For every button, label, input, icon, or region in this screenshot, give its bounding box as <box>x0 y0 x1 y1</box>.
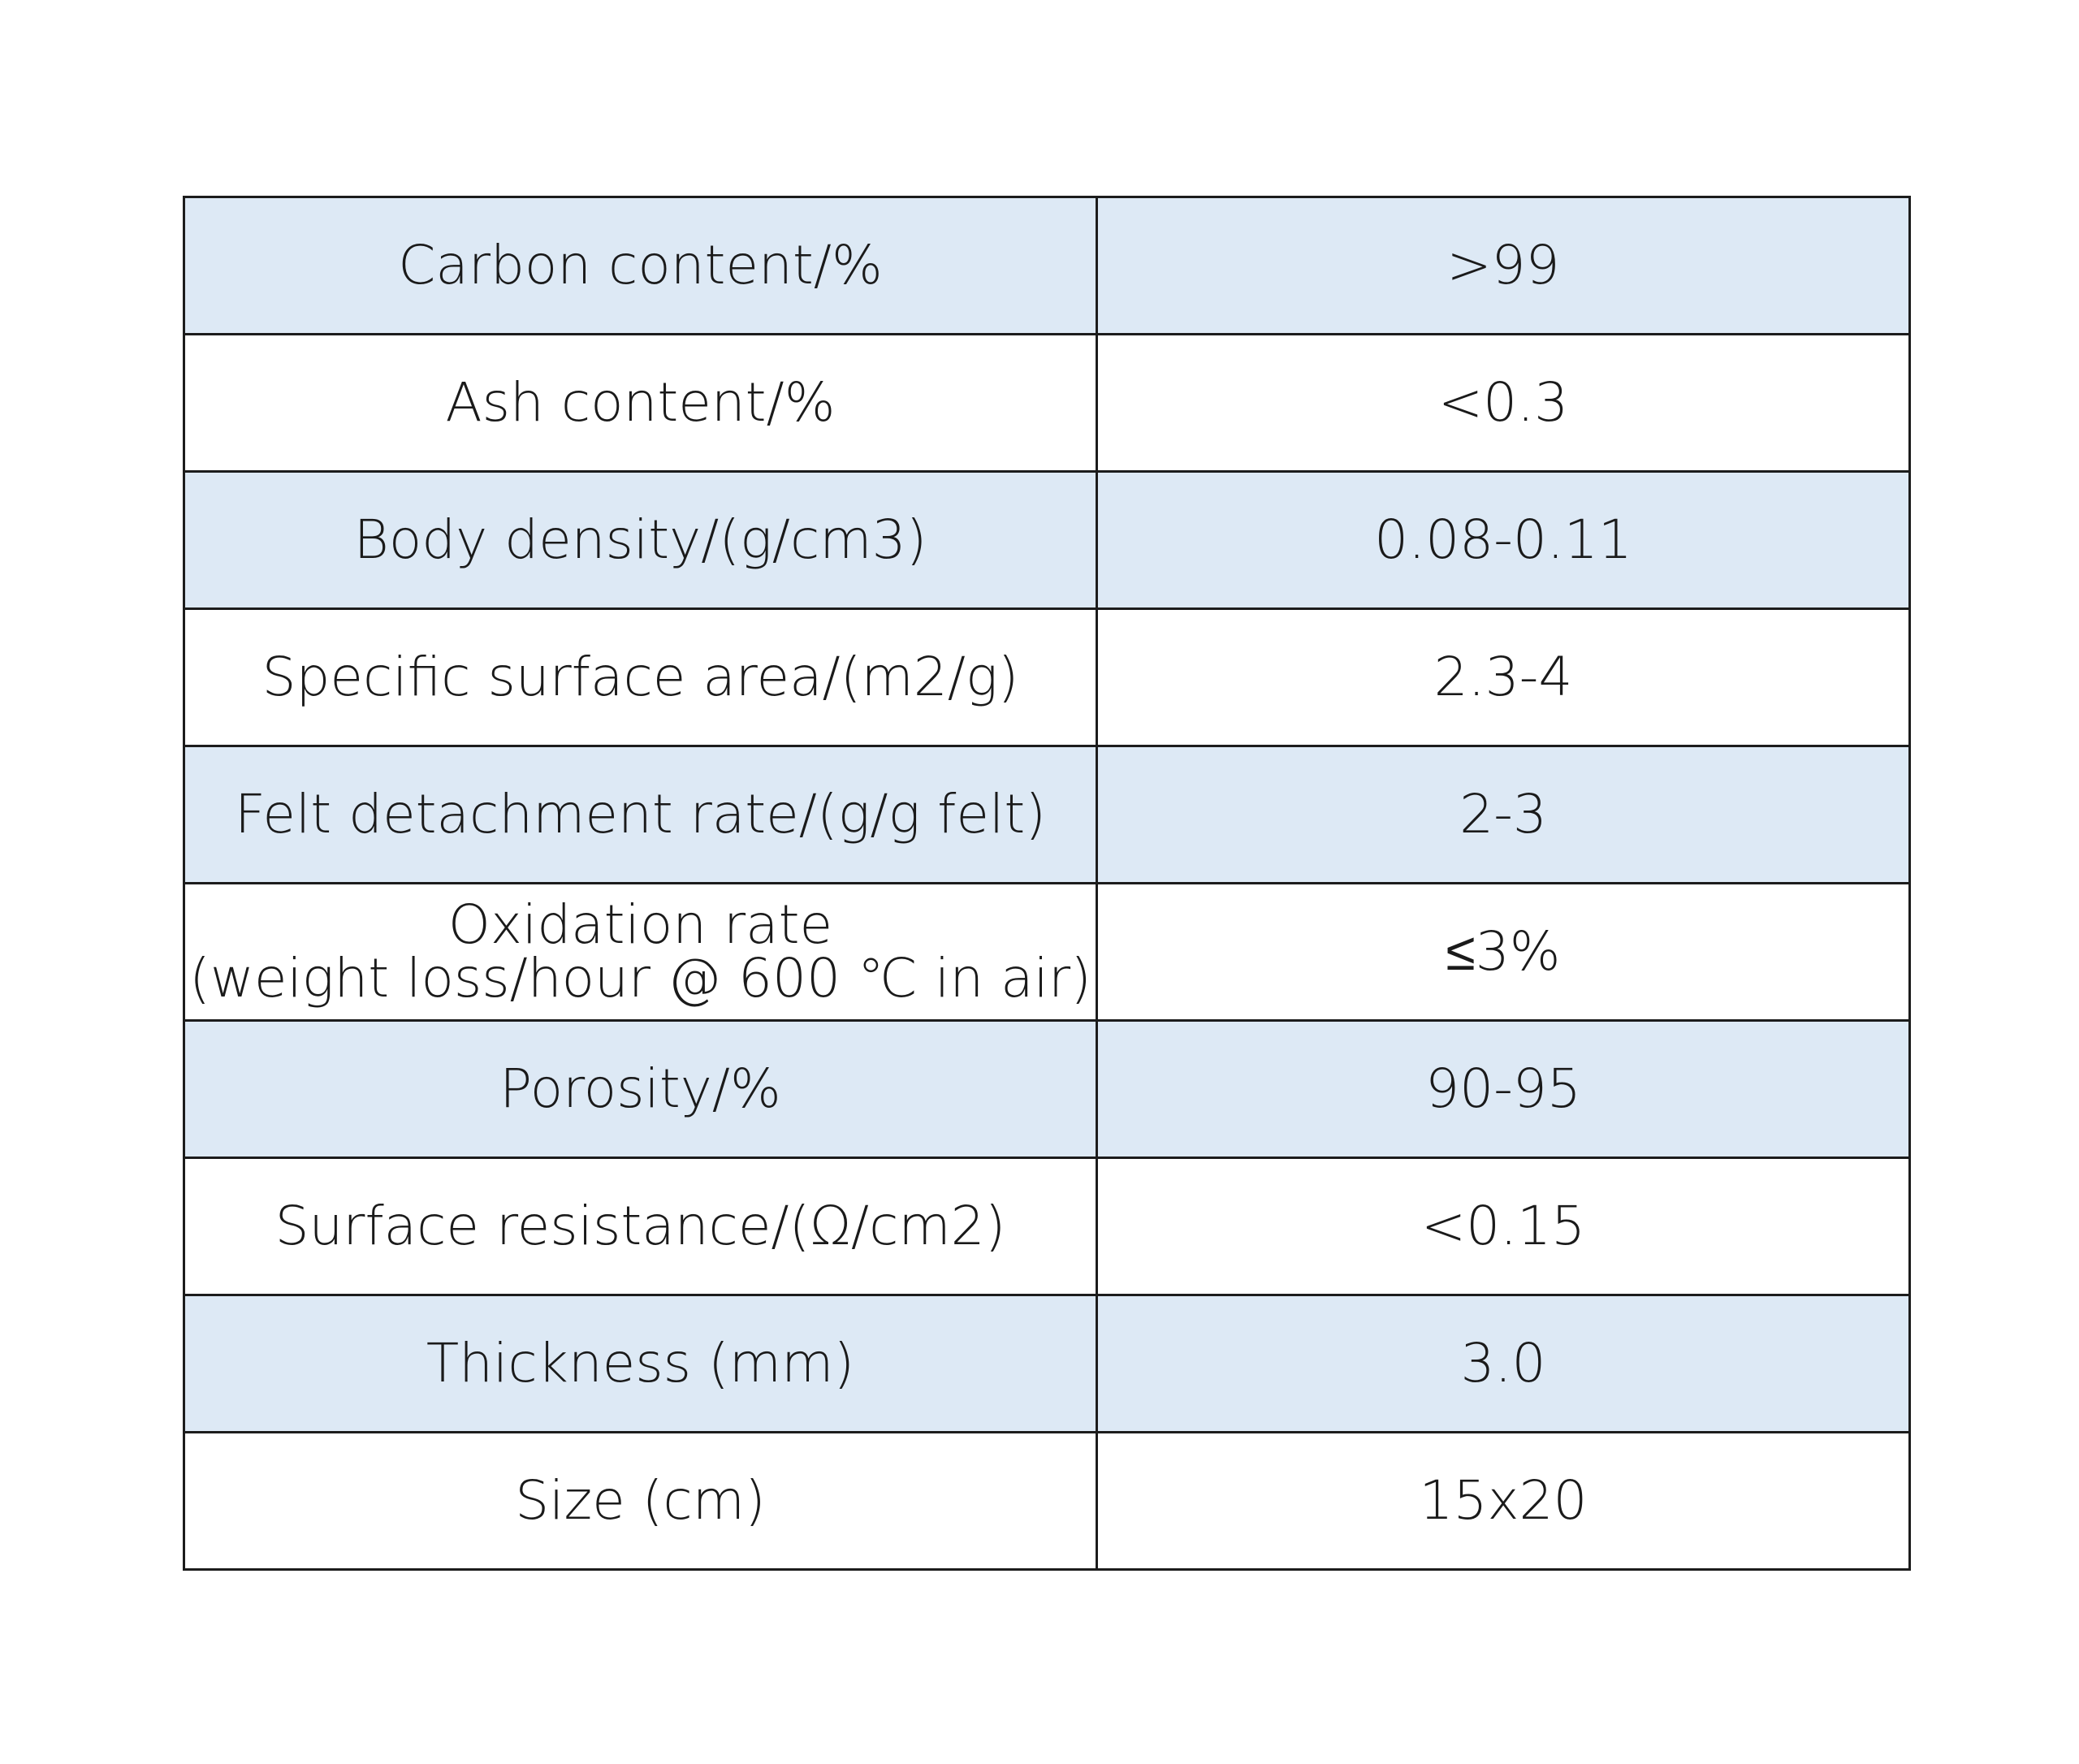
value-cell: 3.0 <box>1097 1295 1910 1433</box>
table-row <box>184 1158 1910 1295</box>
table-row <box>184 1433 1910 1570</box>
value-cell: <0.15 <box>1097 1158 1910 1295</box>
value-cell: 2-3 <box>1097 746 1910 884</box>
property-cell: Felt detachment rate/(g/g felt) <box>184 746 1097 884</box>
table-row <box>184 746 1910 884</box>
table-row <box>184 884 1910 1021</box>
value-cell: 90-95 <box>1097 1021 1910 1158</box>
property-cell: Surface resistance/(Ω/cm2) <box>184 1158 1097 1295</box>
table-row <box>184 609 1910 746</box>
value-cell: <0.3 <box>1097 335 1910 472</box>
property-cell: Specific surface area/(m2/g) <box>184 609 1097 746</box>
value-cell: 15x20 <box>1097 1433 1910 1570</box>
value-cell: 0.08-0.11 <box>1097 472 1910 609</box>
property-cell: Carbon content/% <box>184 197 1097 335</box>
specification-table <box>183 196 1911 1571</box>
table-row <box>184 1021 1910 1158</box>
table-row <box>184 335 1910 472</box>
table-row <box>184 1295 1910 1433</box>
property-cell: Thickness (mm) <box>184 1295 1097 1433</box>
property-cell <box>184 884 1097 1021</box>
table-row <box>184 197 1910 335</box>
value-cell: >99 <box>1097 197 1910 335</box>
table-row <box>184 472 1910 609</box>
property-cell: Body density/(g/cm3) <box>184 472 1097 609</box>
property-cell: Size (cm) <box>184 1433 1097 1570</box>
value-cell: ≤3% <box>1097 884 1910 1021</box>
property-cell: Porosity/% <box>184 1021 1097 1158</box>
property-cell: Ash content/% <box>184 335 1097 472</box>
property-line: (weight loss/hour @ 600 ℃ in air) <box>189 947 1091 1010</box>
property-line: Oxidation rate <box>447 893 833 956</box>
value-cell: 2.3-4 <box>1097 609 1910 746</box>
